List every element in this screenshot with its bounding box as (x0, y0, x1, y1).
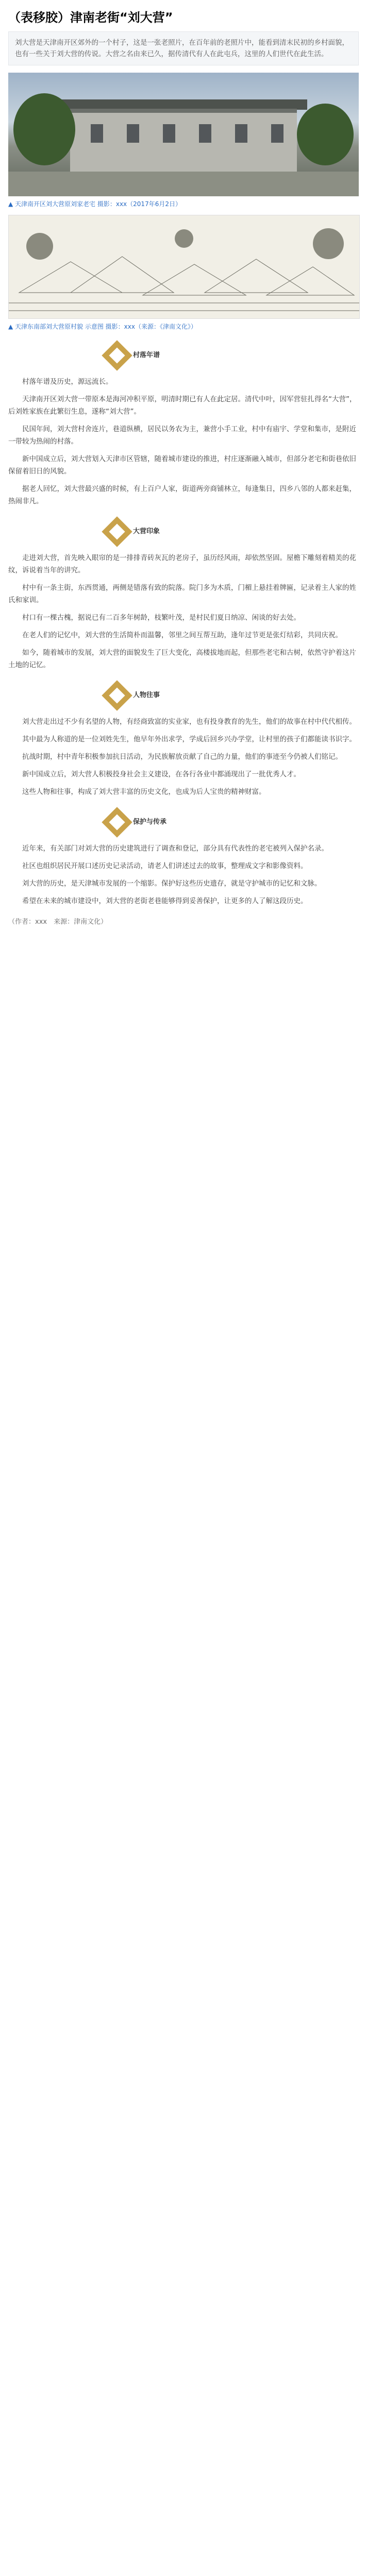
section-diamond-icon (102, 340, 132, 370)
paragraph: 抗战时期，村中青年积极参加抗日活动，为民族解放贡献了自己的力量，他们的事迹至今仍被人们铭记。 (22, 753, 342, 761)
section-heading (106, 521, 261, 543)
paragraph: 刘大营的历史，是天津城市发展的一个缩影。保护好这些历史遗存，就是守护城市的记忆和文脉。 (22, 879, 322, 888)
intro-box: 刘大营是天津南开区郊外的一个村子，这是一张老照片，在百年前的老照片中，能看到清末民初的乡村面貌，也有一些关于刘大营的传说。大营之名由来已久，据传清代有人在此屯兵，这里的人们世代在此生活。 (8, 31, 359, 65)
section-body (8, 842, 359, 907)
paragraph: 天津南开区刘大营一带原本是海河冲积平原，明清时期已有人在此定居。清代中叶，因军营驻扎得名“大营”，后刘姓家族在此繁衍生息，遂称“刘大营”。 (8, 395, 357, 416)
paragraph: 在老人们的记忆中，刘大营的生活简朴而温馨，邻里之间互帮互助，逢年过节更是张灯结彩，共同庆祝。 (22, 631, 342, 639)
photo-roof (60, 99, 307, 110)
section-heading (106, 685, 261, 706)
article-body (8, 345, 359, 907)
paragraph: 其中最为人称道的是一位刘姓先生，他早年外出求学，学成后回乡兴办学堂，让村里的孩子们都能读书识字。 (22, 735, 356, 743)
paragraph: 这些人物和往事，构成了刘大营丰富的历史文化，也成为后人宝贵的精神财富。 (22, 788, 266, 796)
paragraph: 希望在未来的城市建设中，刘大营的老街老巷能够得到妥善保护，让更多的人了解这段历史。 (22, 897, 308, 905)
street-photo (8, 73, 359, 196)
paragraph: 据老人回忆，刘大营最兴盛的时候，有上百户人家，街道两旁商铺林立，每逢集日，四乡八邻的人都来赶集，热闹非凡。 (8, 485, 356, 505)
section-diamond-icon (102, 807, 132, 837)
article (8, 0, 359, 928)
paragraph: 村中有一条主街，东西贯通，两侧是错落有致的院落。院门多为木质，门楣上悬挂着牌匾，记录着主人家的姓氏和家训。 (8, 584, 356, 604)
village-sketch (8, 215, 360, 319)
paragraph: 新中国成立后，刘大营人积极投身社会主义建设，在各行各业中都涌现出了一批优秀人才。 (22, 770, 301, 778)
paragraph: 民国年间，刘大营村舍连片，巷道纵横，居民以务农为主，兼营小手工业，村中有庙宇、学堂和集市，是附近一带较为热闹的村落。 (8, 425, 356, 446)
section-heading-text: 村落年谱 (133, 351, 160, 359)
section-heading (106, 811, 261, 833)
paragraph: 村口有一棵古槐，据说已有二百多年树龄，枝繁叶茂，是村民们夏日纳凉、闲谈的好去处。 (22, 614, 301, 622)
sketch-drawing (9, 215, 359, 318)
photo-tree (297, 104, 354, 165)
paragraph: 村落年谱及历史，源远流长。 (22, 378, 113, 386)
section-body (8, 716, 359, 798)
section-heading-text: 保护与传承 (133, 818, 167, 826)
section-diamond-icon (102, 516, 132, 547)
section-heading-text: 人物往事 (133, 691, 160, 699)
photo-tree (13, 93, 75, 165)
paragraph: 社区也组织居民开展口述历史记录活动，请老人们讲述过去的故事，整理成文字和影像资料。 (22, 862, 308, 870)
section-body (8, 552, 359, 671)
sketch-caption: ▲ 天津东南部刘大营原村貌 示意图 摄影：xxx（来源：《津南文化》） (8, 323, 197, 330)
paragraph: 走进刘大营，首先映入眼帘的是一排排青砖灰瓦的老房子，虽历经风雨，却依然坚固。屋檐下雕刻着精美的花纹，诉说着当年的讲究。 (8, 554, 356, 574)
photo-window (163, 124, 175, 143)
photo-window (199, 124, 211, 143)
paragraph: 刘大营走出过不少有名望的人物，有经商致富的实业家，也有投身教育的先生，他们的故事在村中代代相传。 (22, 718, 356, 726)
section-heading (106, 345, 261, 366)
article-title: （表移胶）津南老街“刘大营” (8, 10, 173, 25)
paragraph: 近年来，有关部门对刘大营的历史建筑进行了调查和登记，部分具有代表性的老宅被列入保护名录。 (22, 844, 328, 853)
photo-window (271, 124, 283, 143)
section-body (8, 376, 359, 507)
photo-window (235, 124, 247, 143)
article-footer: （作者：xxx 来源：津南文化） (8, 918, 108, 926)
photo-window (91, 124, 103, 143)
photo-caption: ▲ 天津南开区刘大营原刘家老宅 摄影：xxx（2017年6月2日） (8, 200, 181, 208)
photo-window (127, 124, 139, 143)
section-diamond-icon (102, 680, 132, 710)
photo-building (70, 109, 297, 175)
paragraph: 如今，随着城市的发展，刘大营的面貌发生了巨大变化，高楼拔地而起，但那些老宅和古树，依然守护着这片土地的记忆。 (8, 649, 356, 669)
paragraph: 新中国成立后，刘大营划入天津市区管辖，随着城市建设的推进，村庄逐渐融入城市，但部分老宅和街巷依旧保留着旧日的风貌。 (8, 455, 356, 476)
photo-ground (8, 172, 359, 196)
section-heading-text: 大营印象 (133, 528, 160, 535)
